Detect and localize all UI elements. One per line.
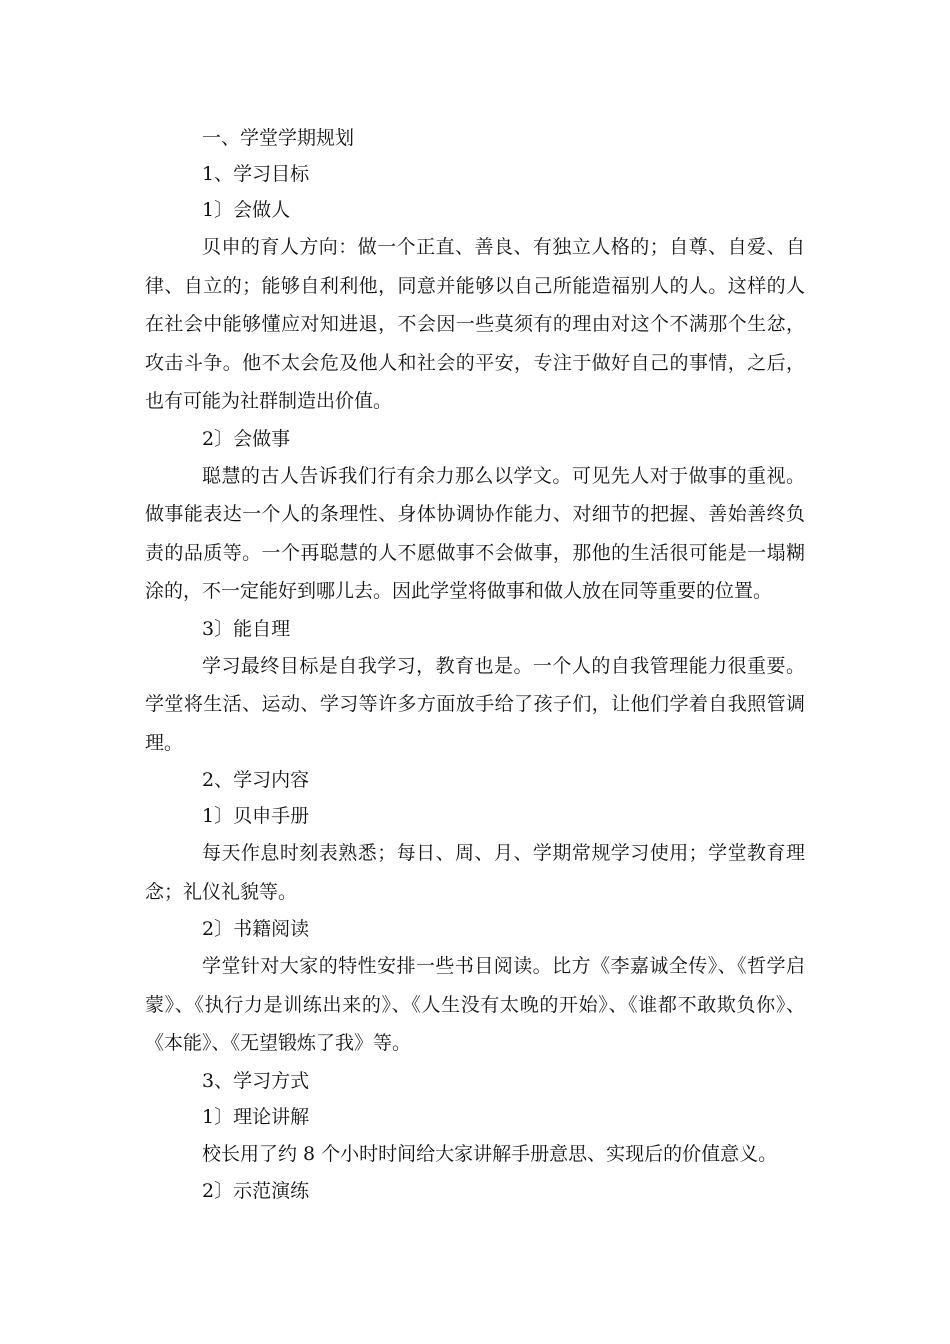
- body-paragraph: 每天作息时刻表熟悉；每日、周、月、学期常规学习使用；学堂教育理念；礼仪礼貌等。: [145, 842, 805, 903]
- body-paragraph: 学堂针对大家的特性安排一些书目阅读。比方《李嘉诚全传》、《哲学启蒙》、《执行力是训练出来的》、《人生没有太晚的开始》、《谁都不敢欺负你》、《本能》、《无望锻炼了我》等。: [145, 955, 805, 1054]
- item-heading: 3〕能自理: [202, 617, 291, 640]
- item-heading: 2〕书籍阅读: [202, 918, 310, 940]
- subsection-heading: 3、学习方式: [202, 1069, 310, 1092]
- item-heading: 2〕示范演练: [202, 1180, 310, 1202]
- item-heading: 2〕会做事: [202, 427, 291, 450]
- item-heading: 1〕理论讲解: [202, 1105, 310, 1128]
- item-heading: 1〕贝申手册: [202, 805, 310, 827]
- subsection-heading: 2、学习内容: [202, 769, 310, 791]
- body-paragraph: 贝申的育人方向：做一个正直、善良、有独立人格的；自尊、自爱、自律、自立的；能够自利利他，同意并能够以自己所能造福别人的人。这样的人在社会中能够懂应对知进退，不会因一些莫须有的理由对这个不满那个生忿，攻击斗争。他不太会危及他人和社会的平安，专注于做好自己的事情，之后，也有可能为社群制造出价值。: [145, 236, 805, 412]
- document-page: [145, 120, 805, 1209]
- item-heading: 1〕会做人: [202, 199, 291, 221]
- body-paragraph: 学习最终目标是自我学习，教育也是。一个人的自我管理能力很重要。学堂将生活、运动、学习等许多方面放手给了孩子们，让他们学着自我照管调理。: [145, 654, 805, 754]
- subsection-heading: 1、学习目标: [202, 163, 310, 185]
- body-paragraph: 校长用了约 8 个小时时间给大家讲解手册意思、实现后的价值意义。: [202, 1142, 778, 1165]
- body-paragraph: 聪慧的古人告诉我们行有余力那么以学文。可见先人对于做事的重视。做事能表达一个人的条理性、身体协调协作能力、对细节的把握、善始善终负责的品质等。一个再聪慧的人不愿做事不会做事，那他的生活很可能是一塌糊涂的，不一定能好到哪儿去。因此学堂将做事和做人放在同等重要的位置。: [145, 464, 805, 602]
- section-heading: 一、学堂学期规划: [202, 127, 355, 149]
